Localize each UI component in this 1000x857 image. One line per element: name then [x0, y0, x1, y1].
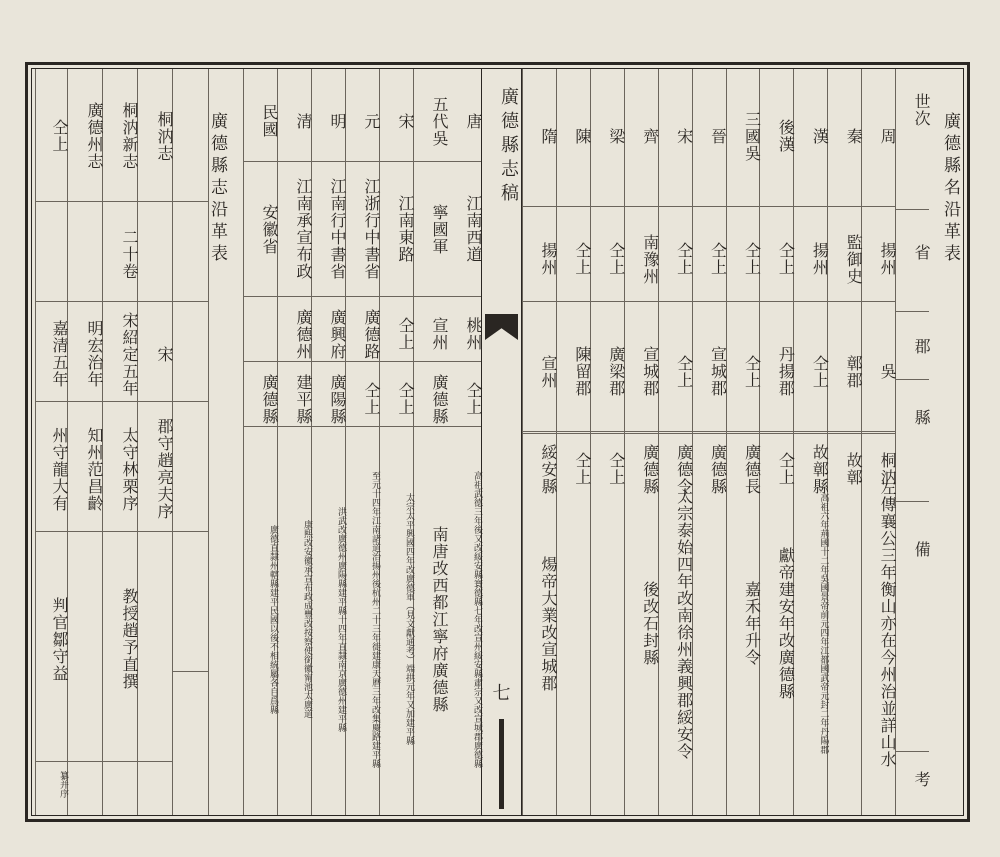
table-column: [556, 69, 590, 815]
row-divider: [278, 426, 311, 427]
table-cell: 廣德路: [362, 308, 381, 360]
title-column: [929, 69, 963, 815]
table-cell: 廣德縣: [430, 373, 449, 425]
table-column: [311, 69, 345, 815]
table-cell: [138, 539, 172, 739]
row-divider: [380, 161, 413, 162]
table-cell: 後漢: [776, 119, 796, 153]
table-column: [624, 69, 658, 815]
table-cell: 江南西道: [464, 195, 483, 263]
row-divider: [591, 301, 624, 302]
row-divider: [557, 301, 590, 302]
table-cell: 仝上: [742, 354, 762, 389]
row-divider: [312, 361, 345, 362]
row-divider: [103, 761, 137, 762]
row-divider: [103, 531, 137, 532]
table-cell: 仝上: [606, 242, 626, 276]
row-divider: [380, 426, 413, 427]
row-divider: [244, 161, 277, 162]
table-cell: 監御史: [844, 233, 864, 285]
table-cell: 廣德州志: [85, 102, 104, 170]
table-column: [413, 69, 447, 815]
row-divider: [380, 361, 413, 362]
table-cell: 桃州: [464, 317, 483, 351]
row-divider: [173, 201, 208, 202]
table-cell: 仝上: [362, 382, 381, 416]
row-divider: [173, 671, 208, 672]
table-column: [35, 69, 67, 815]
row-divider: [896, 501, 929, 502]
row-divider: [68, 761, 102, 762]
table-cell: 省: [912, 243, 932, 261]
table-cell: [68, 209, 102, 299]
table-column: [895, 69, 932, 815]
table-cell: [173, 209, 208, 299]
table-cell: 縣: [912, 408, 932, 426]
table-cell: 太宗太平興國四年改廣德軍（見文獻通考）端拱元年又加建平縣: [404, 493, 414, 745]
table-cell: 仝上: [742, 242, 762, 276]
row-divider: [591, 431, 624, 432]
row-divider: [346, 361, 379, 362]
row-divider: [138, 301, 172, 302]
row-divider: [625, 433, 658, 434]
row-divider: [896, 379, 929, 380]
row-divider: [727, 431, 760, 432]
table-cell: 考: [912, 770, 932, 788]
row-divider: [625, 431, 658, 432]
row-divider: [828, 433, 861, 434]
table-cell: 仝上: [464, 382, 483, 416]
table-cell: [138, 769, 172, 799]
table-column: [447, 69, 481, 815]
table-column: [827, 69, 864, 815]
table-cell: 太宗泰始四年改南徐州義興郡綏安令: [674, 487, 694, 760]
table-cell: 唐: [464, 112, 483, 130]
row-divider: [591, 433, 624, 434]
table-cell: 郡: [912, 338, 932, 355]
table-cell: 知州范昌齡: [85, 426, 104, 512]
table-column: [277, 69, 311, 815]
table-cell: 宋紹定五年: [120, 311, 139, 397]
table-cell: 廣德直隸州轄縣建平民國以後不相統屬各自爲縣: [268, 524, 278, 714]
table-cell: 廣德長: [742, 443, 762, 495]
table-cell: 鄣郡: [844, 354, 864, 389]
row-divider: [862, 206, 895, 207]
table-cell: [68, 769, 102, 799]
row-divider: [591, 206, 624, 207]
row-divider: [138, 761, 172, 762]
row-divider: [523, 206, 556, 207]
table-cell: 江南行中書省: [328, 178, 347, 280]
table-cell: 至元十四年江南諸道治揚州後杭州二十三年徙建康天曆三年改集慶路建平縣: [370, 470, 380, 768]
row-divider: [659, 206, 692, 207]
table-cell: 安徽省: [260, 203, 279, 255]
table-cell: 廣德州: [294, 308, 313, 360]
table-cell: 寧國軍: [430, 203, 449, 255]
table-cell: 郡守趙亮夫序: [155, 418, 174, 520]
row-divider: [414, 161, 447, 162]
table-cell: 建平縣: [294, 373, 313, 425]
table-cell: 宋: [396, 112, 415, 130]
table-cell: 仝上: [674, 242, 694, 276]
row-divider: [828, 301, 861, 302]
table-column: [137, 69, 172, 815]
row-divider: [36, 761, 67, 762]
table-cell: 太守林栗序: [120, 426, 139, 512]
row-divider: [414, 296, 447, 297]
table-cell: [36, 209, 67, 299]
table-cell: 南豫州: [640, 233, 660, 285]
table-cell: 仝上: [708, 242, 728, 276]
table-cell: 江浙行中書省: [362, 178, 381, 280]
table-cell: [173, 539, 208, 669]
right-table-title: 廣德縣名沿革表: [940, 112, 960, 266]
row-divider: [68, 401, 102, 402]
table-cell: 世次: [912, 93, 932, 127]
table-cell: 判官鄒守益: [50, 596, 69, 682]
table-column: [861, 69, 898, 815]
row-divider: [68, 301, 102, 302]
table-cell: 三國吳: [742, 110, 762, 162]
row-divider: [103, 201, 137, 202]
row-divider: [312, 426, 345, 427]
table-cell: 廣德令: [674, 443, 694, 495]
row-divider: [173, 401, 208, 402]
table-cell: 民國: [260, 104, 279, 138]
table-cell: 仝上: [396, 317, 415, 351]
row-divider: [103, 401, 137, 402]
row-divider: [36, 531, 67, 532]
table-cell: 仝上: [810, 354, 830, 389]
table-cell: 綏安縣: [538, 443, 558, 495]
table-cell: 廣德縣: [260, 373, 279, 425]
left-table: [32, 69, 481, 815]
row-divider: [312, 161, 345, 162]
table-cell: 揚州: [538, 242, 558, 276]
table-cell: 左傳襄公三年衡山亦在今州治並詳山水: [878, 479, 898, 768]
table-column: [590, 69, 624, 815]
table-cell: 廣陽縣: [328, 373, 347, 425]
table-cell: 州守龍大有: [50, 426, 69, 512]
table-cell: 故鄣縣: [810, 443, 830, 495]
row-divider: [414, 361, 447, 362]
row-divider: [346, 426, 379, 427]
table-cell: 仝上: [776, 452, 796, 486]
row-divider: [760, 433, 793, 434]
table-column: [102, 69, 137, 815]
row-divider: [278, 361, 311, 362]
table-cell: 宋: [674, 127, 694, 145]
table-cell: 五代吳: [430, 95, 449, 147]
table-cell: 後改石封縣: [640, 581, 660, 666]
table-cell: 晉: [708, 127, 728, 145]
row-divider: [794, 433, 827, 434]
table-cell: 丹揚郡: [776, 346, 796, 397]
table-cell: 廣德縣: [640, 443, 660, 495]
row-divider: [862, 301, 895, 302]
table-cell: 元: [362, 112, 381, 130]
row-divider: [447, 161, 481, 162]
row-divider: [794, 206, 827, 207]
table-cell: 廣興府: [328, 308, 347, 360]
table-cell: [68, 539, 102, 739]
table-cell: 廣德縣: [708, 443, 728, 495]
row-divider: [659, 433, 692, 434]
row-divider: [760, 301, 793, 302]
table-column: [522, 69, 556, 815]
row-divider: [447, 426, 481, 427]
row-divider: [414, 426, 447, 427]
table-cell: 教授趙予直撰: [120, 588, 139, 690]
table-cell: 二十卷: [120, 228, 139, 280]
table-cell: [828, 441, 864, 806]
row-divider: [523, 433, 556, 434]
table-cell: [103, 769, 137, 799]
table-cell: 仝上: [606, 452, 626, 486]
row-divider: [138, 401, 172, 402]
table-cell: 清: [294, 112, 313, 130]
right-table: [522, 69, 963, 815]
table-cell: [173, 409, 208, 529]
row-divider: [380, 296, 413, 297]
row-divider: [447, 296, 481, 297]
table-cell: 南唐改西都江寧府廣德縣: [430, 525, 449, 713]
row-divider: [278, 296, 311, 297]
row-divider: [896, 751, 929, 752]
table-cell: 桐汭: [878, 452, 898, 486]
row-divider: [862, 433, 895, 434]
row-divider: [659, 431, 692, 432]
row-divider: [727, 206, 760, 207]
left-table-title: 廣德縣志沿革表: [207, 112, 227, 266]
table-cell: 江南承宣布政: [294, 178, 313, 280]
table-cell: 宣州: [430, 317, 449, 351]
table-cell: 梁: [606, 127, 626, 145]
table-cell: [591, 441, 624, 806]
row-divider: [693, 301, 726, 302]
table-cell: 漢: [810, 127, 830, 145]
table-column: [658, 69, 692, 815]
table-cell: 嘉清五年: [50, 320, 69, 388]
leaf-number: 七: [492, 683, 511, 704]
table-cell: 宋: [155, 345, 174, 363]
table-cell: [173, 309, 208, 399]
table-cell: 備: [912, 540, 932, 558]
table-cell: 仝上: [674, 354, 694, 389]
row-divider: [828, 431, 861, 432]
table-cell: 故鄣: [844, 452, 864, 486]
table-cell: 嘉禾年升令: [742, 581, 762, 666]
table-cell: 桐汭志: [155, 110, 174, 162]
row-divider: [244, 296, 277, 297]
table-cell: 纂并序: [58, 770, 68, 798]
table-cell: 江南東路: [396, 195, 415, 263]
table-cell: 高祖六年荊國十二年吳國景帝前元四年江都國武帝元封二年丹陽郡: [818, 493, 829, 754]
table-cell: 桐汭新志: [120, 102, 139, 170]
table-column: [793, 69, 830, 815]
row-divider: [173, 301, 208, 302]
table-cell: 仝上: [396, 382, 415, 416]
row-divider: [312, 296, 345, 297]
table-cell: 明: [328, 112, 347, 130]
table-cell: [244, 304, 277, 364]
row-divider: [693, 433, 726, 434]
row-divider: [862, 431, 895, 432]
table-column: [692, 69, 726, 815]
table-cell: 陳: [572, 127, 592, 145]
row-divider: [523, 431, 556, 432]
table-cell: 宣城郡: [708, 346, 728, 397]
row-divider: [68, 201, 102, 202]
fishtail-mark: [485, 314, 518, 340]
table-cell: 仝上: [572, 452, 592, 486]
table-cell: 康熙改安徽承宣布政成豐改按察使銜徽甯池太廣道: [302, 520, 312, 718]
table-cell: 秦: [844, 127, 864, 145]
row-divider: [244, 361, 277, 362]
row-divider: [36, 401, 67, 402]
table-cell: 仝上: [572, 242, 592, 276]
table-cell: 隋: [538, 127, 558, 145]
table-cell: 揚州: [810, 242, 830, 276]
row-divider: [794, 301, 827, 302]
row-divider: [760, 206, 793, 207]
row-divider: [896, 209, 929, 210]
row-divider: [659, 301, 692, 302]
table-cell: [138, 209, 172, 299]
row-divider: [138, 531, 172, 532]
row-divider: [557, 431, 590, 432]
row-divider: [727, 433, 760, 434]
table-column: [379, 69, 413, 815]
table-cell: 洪武改廣德州廣陽縣建平縣十四年直隸南京廣德州建平縣: [336, 506, 346, 732]
table-column: [726, 69, 760, 815]
row-divider: [625, 301, 658, 302]
row-divider: [693, 431, 726, 432]
table-column: [243, 69, 277, 815]
table-column: [759, 69, 796, 815]
table-column: [345, 69, 379, 815]
table-cell: 獻帝建安年改廣德縣: [776, 547, 796, 700]
row-divider: [693, 206, 726, 207]
table-cell: 宣州: [538, 354, 558, 389]
row-divider: [36, 301, 67, 302]
row-divider: [760, 431, 793, 432]
table-cell: 仝上: [50, 119, 69, 153]
row-divider: [828, 206, 861, 207]
table-cell: 廣梁郡: [606, 346, 626, 397]
table-cell: [173, 679, 208, 799]
table-column: [172, 69, 208, 815]
table-cell: 宣城郡: [640, 346, 660, 397]
row-divider: [346, 296, 379, 297]
table-cell: 齊: [640, 127, 660, 145]
row-divider: [447, 361, 481, 362]
table-cell: 煬帝大業改宣城郡: [538, 555, 558, 692]
row-divider: [727, 301, 760, 302]
row-divider: [278, 161, 311, 162]
table-cell: [173, 81, 208, 191]
row-divider: [625, 206, 658, 207]
table-cell: 揚州: [878, 242, 898, 276]
row-divider: [346, 161, 379, 162]
row-divider: [68, 531, 102, 532]
book-center-column: [481, 69, 522, 815]
center-rule: [499, 719, 504, 809]
row-divider: [557, 206, 590, 207]
row-divider: [557, 433, 590, 434]
table-cell: 吳: [878, 363, 898, 380]
row-divider: [138, 201, 172, 202]
row-divider: [794, 431, 827, 432]
table-cell: 明宏治年: [85, 320, 104, 388]
table-cell: 陳留郡: [572, 346, 592, 397]
row-divider: [244, 426, 277, 427]
book-title: 廣德縣志稿: [498, 87, 519, 207]
table-cell: 高祖武德三年後又改綏安縣寰德縣七年改宣州綏安縣肅宗又改宣城郡廣德縣: [472, 470, 482, 768]
row-divider: [103, 301, 137, 302]
row-divider: [896, 311, 929, 312]
row-divider: [523, 301, 556, 302]
table-cell: 周: [878, 127, 898, 145]
table-column: [67, 69, 102, 815]
table-cell: 仝上: [776, 242, 796, 276]
row-divider: [36, 201, 67, 202]
row-divider: [173, 531, 208, 532]
table-cell: [557, 441, 590, 806]
table-cell: [693, 441, 726, 806]
